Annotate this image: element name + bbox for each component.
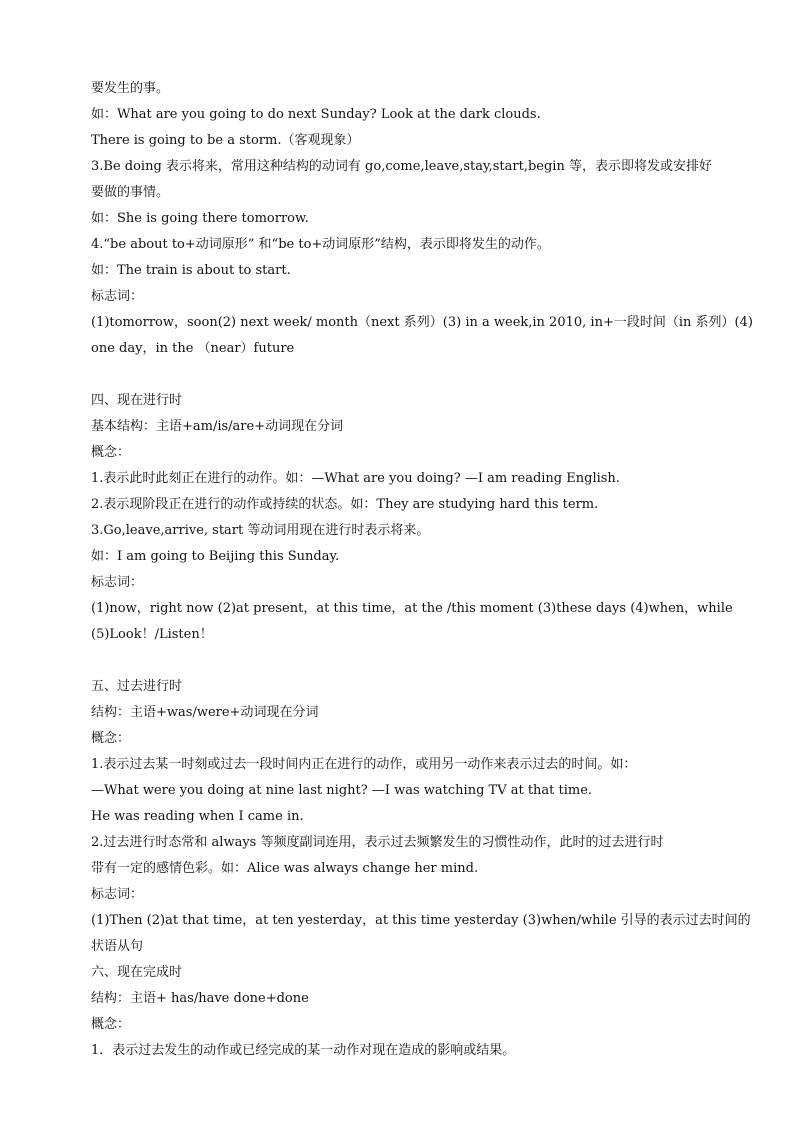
text-line: There is going to be a storm.（客观现象） bbox=[91, 133, 360, 148]
text-line: 如：She is going there tomorrow. bbox=[91, 211, 309, 226]
text-line: 结构：主语+was/were+动词现在分词 bbox=[91, 705, 319, 720]
text-line: 1.表示过去某一时刻或过去一段时间内正在进行的动作，或用另一动作来表示过去的时间。如： bbox=[91, 757, 637, 772]
text-line: 结构：主语+ has/have done+done bbox=[91, 991, 309, 1006]
text-line: 1．表示过去发生的动作或已经完成的某一动作对现在造成的影响或结果。 bbox=[91, 1043, 516, 1058]
text-line: one day，in the （near）future bbox=[91, 341, 295, 356]
text-line: 3.Be doing 表示将来，常用这种结构的动词有 go,come,leave,stay,start,begin 等，表示即将发或安排好 bbox=[91, 159, 712, 174]
text-line: 如：What are you going to do next Sunday? Look at the dark clouds. bbox=[91, 107, 541, 122]
blank-line bbox=[91, 648, 703, 674]
text-line: 要做的事情。 bbox=[91, 185, 170, 200]
text-line: 带有一定的感情色彩。如：Alice was always change her mind. bbox=[91, 861, 479, 876]
text-line: 要发生的事。 bbox=[91, 81, 170, 96]
text-line: 3.Go,leave,arrive, start 等动词用现在进行时表示将来。 bbox=[91, 523, 430, 538]
text-line: 基本结构：主语+am/is/are+动词现在分词 bbox=[91, 419, 344, 434]
text-line: —What were you doing at nine last night? —I was watching TV at that time. bbox=[91, 783, 593, 798]
text-line: 2.表示现阶段正在进行的动作或持续的状态。如：They are studying hard this term. bbox=[91, 497, 599, 512]
text-line: 如：The train is about to start. bbox=[91, 263, 291, 278]
text-line: 状语从句 bbox=[91, 939, 144, 954]
text-line: 标志词： bbox=[91, 289, 144, 304]
blank-line bbox=[91, 362, 703, 388]
text-line: 2.过去进行时态常和 always 等频度副词连用，表示过去频繁发生的习惯性动作，此时的过去进行时 bbox=[91, 835, 664, 850]
section-heading: 六、现在完成时 bbox=[91, 965, 183, 980]
document-body bbox=[91, 76, 753, 1064]
section-heading: 四、现在进行时 bbox=[91, 393, 183, 408]
text-line: 4.“be about to+动词原形” 和“be to+动词原形”结构，表示即将发生的动作。 bbox=[91, 237, 550, 252]
text-line: 1.表示此时此刻正在进行的动作。如：—What are you doing? —I am reading English. bbox=[91, 471, 620, 486]
text-line: (5)Look！/Listen！ bbox=[91, 627, 213, 642]
text-line: 标志词： bbox=[91, 887, 144, 902]
text-line: He was reading when I came in. bbox=[91, 809, 304, 824]
text-line: (1)tomorrow，soon(2) next week/ month（next 系列）(3) in a week,in 2010, in+一段时间（in 系列）(4) bbox=[91, 315, 753, 330]
text-line: 概念： bbox=[91, 731, 131, 746]
text-line: 概念： bbox=[91, 1017, 131, 1032]
text-line: (1)now，right now (2)at present，at this time，at the /this moment (3)these days (4)when，while bbox=[91, 601, 733, 616]
text-line: 标志词： bbox=[91, 575, 144, 590]
text-line: 如：I am going to Beijing this Sunday. bbox=[91, 549, 340, 564]
text-line: 概念： bbox=[91, 445, 131, 460]
section-heading: 五、过去进行时 bbox=[91, 679, 183, 694]
text-line: (1)Then (2)at that time，at ten yesterday，at this time yesterday (3)when/while 引导的表示过去时间的 bbox=[91, 913, 751, 928]
